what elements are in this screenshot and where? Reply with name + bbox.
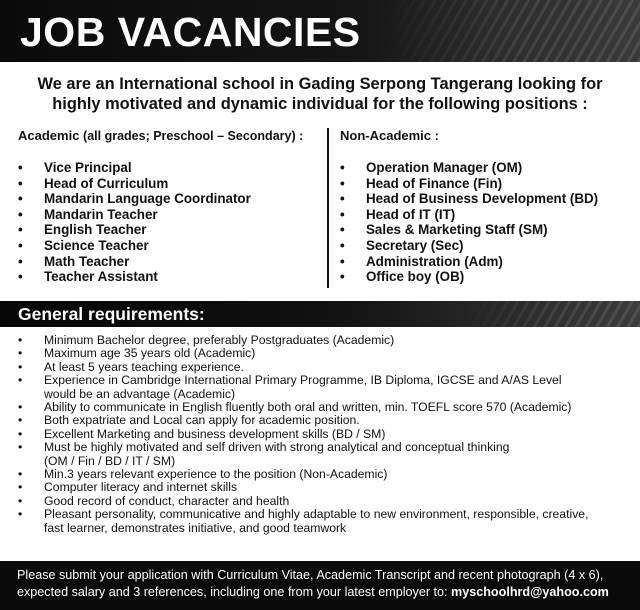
position-item: • English Teacher [18, 222, 318, 238]
requirement-item [18, 428, 628, 441]
academic-heading-sub: (all grades; Preschool – Secondary) : [83, 129, 304, 143]
position-item: • Mandarin Teacher [18, 207, 318, 223]
position-item: • Head of Business Development (BD) [340, 191, 640, 207]
requirement-item [18, 347, 628, 360]
requirement-item [18, 401, 628, 414]
position-item: • Head of Finance (Fin) [340, 176, 640, 192]
position-item: • Administration (Adm) [340, 254, 640, 270]
banner-stripe-pattern [380, 0, 640, 62]
position-item: • Operation Manager (OM) [340, 160, 640, 176]
requirements-heading: General requirements: [18, 304, 205, 324]
non-academic-heading: Non-Academic : [340, 128, 439, 143]
requirement-line: • Excellent Marketing and business development skills (BD / SM) [44, 426, 386, 441]
contact-email: myschoolhrd@yahoo.com [451, 585, 609, 599]
requirement-line: • Computer literacy and internet skills [44, 480, 238, 495]
requirement-line: • Maximum age 35 years old (Academic) [44, 346, 256, 361]
submission-footer [0, 561, 640, 610]
requirement-line: fast learner, demonstrates initiative, and good teamwork [44, 520, 347, 535]
requirement-item [18, 414, 628, 427]
header-banner [0, 0, 640, 62]
position-item: • Vice Principal [18, 160, 318, 176]
position-item: • Teacher Assistant [18, 269, 318, 285]
intro-line-2: highly motivated and dynamic individual for the following positions : [52, 95, 588, 113]
column-divider [327, 128, 329, 288]
non-academic-position-list [340, 160, 640, 285]
non-academic-column [340, 128, 640, 285]
requirement-item [18, 374, 628, 401]
requirement-line: • Good record of conduct, character and health [44, 493, 290, 508]
footer-line-2-text: expected salary and 3 references, including one from your latest employer to: [17, 585, 452, 599]
requirement-line: (OM / Fin / BD / IT / SM) [44, 453, 176, 468]
position-item: • Sales & Marketing Staff (SM) [340, 222, 640, 238]
position-item: • Office boy (OB) [340, 269, 640, 285]
requirement-item [18, 508, 628, 535]
requirement-line: would be an advantage (Academic) [44, 386, 236, 401]
position-item: • Science Teacher [18, 238, 318, 254]
requirement-item [18, 481, 628, 494]
requirements-list [18, 334, 628, 535]
requirements-stripe-pattern [460, 301, 640, 327]
requirement-item [18, 441, 628, 468]
position-item: • Head of IT (IT) [340, 207, 640, 223]
position-item: • Head of Curriculum [18, 176, 318, 192]
requirement-item [18, 361, 628, 374]
requirements-banner [0, 301, 640, 327]
requirement-line: • Ability to communicate in English fluently both oral and written, min. TOEFL score 570 (Academic) [44, 400, 572, 415]
requirement-item [18, 495, 628, 508]
requirement-line: • Min.3 years relevant experience to the position (Non-Academic) [44, 467, 388, 482]
academic-heading-label: Academic [18, 128, 80, 143]
footer-line-2 [17, 584, 640, 601]
position-item: • Secretary (Sec) [340, 238, 640, 254]
requirement-line: • Minimum Bachelor degree, preferably Postgraduates (Academic) [44, 333, 395, 347]
requirement-item [18, 334, 628, 347]
requirement-line: • Must be highly motivated and self driven with strong analytical and conceptual thinking [44, 440, 510, 455]
requirement-line: • Both expatriate and Local can apply for academic position. [44, 413, 360, 428]
requirement-line: • At least 5 years teaching experience. [44, 359, 244, 374]
position-item: • Mandarin Language Coordinator [18, 191, 318, 207]
academic-heading [18, 128, 318, 160]
academic-position-list [18, 160, 318, 285]
requirement-line: • Experience in Cambridge International Primary Programme, IB Diploma, IGCSE and A/AS Level [44, 373, 562, 388]
footer-line-1: Please submit your application with Curriculum Vitae, Academic Transcript and recent photograph (4 x 6), [17, 568, 604, 582]
academic-column [18, 128, 318, 285]
requirement-item [18, 468, 628, 481]
intro-text [0, 74, 640, 114]
position-item: • Math Teacher [18, 254, 318, 270]
poster-title: JOB VACANCIES [20, 9, 361, 55]
intro-line-1: We are an International school in Gading Serpong Tangerang looking for [37, 75, 603, 93]
requirement-line: • Pleasant personality, communicative and highly adaptable to new environment, responsible, creative, [44, 507, 589, 522]
